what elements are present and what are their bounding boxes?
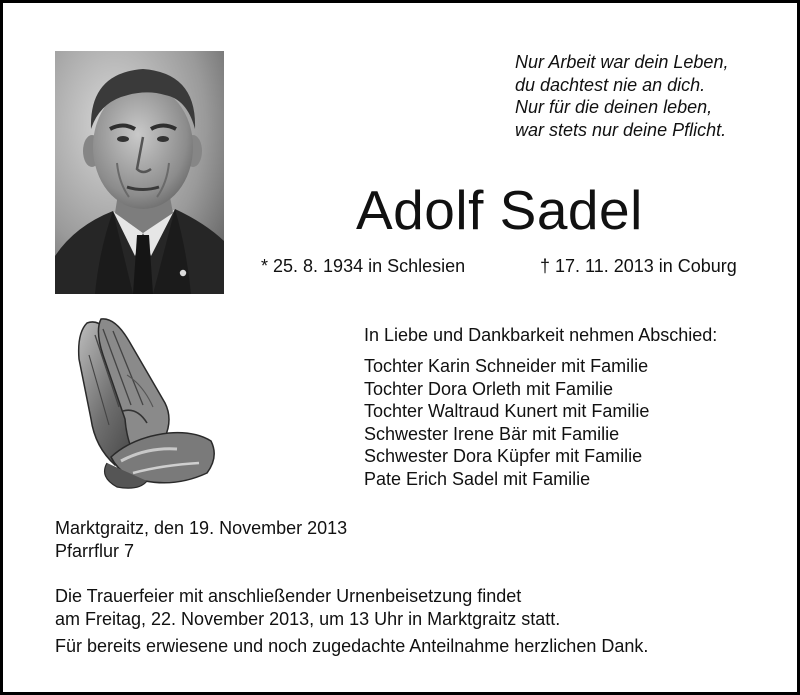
service-line: Die Trauerfeier mit anschließender Urnenbeisetzung findet xyxy=(55,586,522,606)
birth-date: * 25. 8. 1934 in Schlesien xyxy=(261,256,466,276)
list-item: Tochter Dora Orleth mit Familie xyxy=(364,378,614,399)
list-item: Schwester Irene Bär mit Familie xyxy=(364,423,620,444)
poem-line: du dachtest nie an dich. xyxy=(515,74,706,95)
portrait-photo xyxy=(55,51,224,294)
poem xyxy=(515,51,775,141)
deceased-name: Adolf Sadel xyxy=(356,179,643,241)
date-line: Marktgraitz, den 19. November 2013 xyxy=(55,518,348,538)
death-date: † 17. 11. 2013 in Coburg xyxy=(540,256,737,276)
portrait-illustration xyxy=(55,51,224,294)
list-item: Tochter Waltraud Kunert mit Familie xyxy=(364,401,650,421)
praying-hands-icon xyxy=(73,315,218,493)
funeral-service-info xyxy=(55,585,560,630)
address: Pfarrflur 7 xyxy=(55,540,135,561)
list-item: Pate Erich Sadel mit Familie xyxy=(364,468,591,489)
mourner-list xyxy=(364,355,649,490)
poem-line: Nur Arbeit war dein Leben, xyxy=(515,52,729,72)
poem-line: Nur für die deinen leben, xyxy=(515,97,713,117)
poem-line: war stets nur deine Pflicht. xyxy=(515,119,727,140)
list-item: Schwester Dora Küpfer mit Familie xyxy=(364,446,643,466)
place-and-date xyxy=(55,517,347,562)
service-line: am Freitag, 22. November 2013, um 13 Uhr in Marktgraitz statt. xyxy=(55,608,561,629)
farewell-intro: In Liebe und Dankbarkeit nehmen Abschied: xyxy=(364,325,718,345)
thanks-line: Für bereits erwiesene und noch zugedachte Anteilnahme herzlichen Dank. xyxy=(55,636,649,656)
list-item: Tochter Karin Schneider mit Familie xyxy=(364,356,649,376)
